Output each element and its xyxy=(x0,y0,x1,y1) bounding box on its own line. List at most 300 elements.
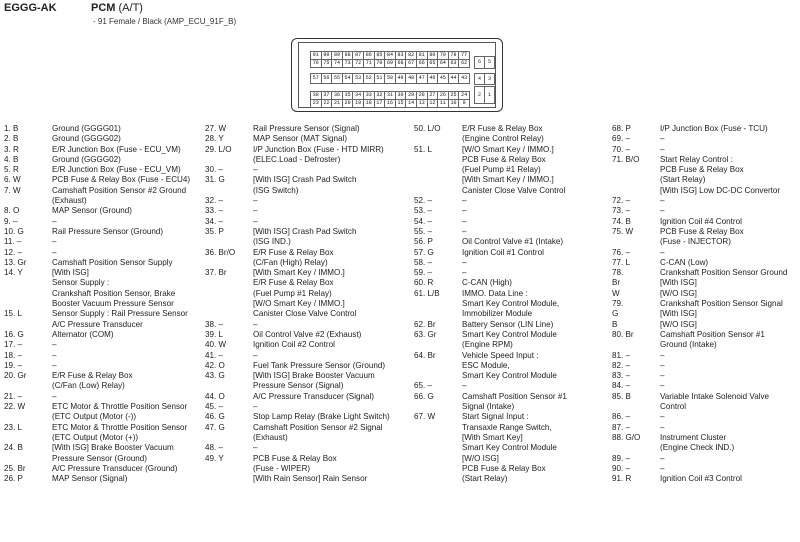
connector-pin: 27 xyxy=(427,91,439,100)
pin-row xyxy=(414,124,614,134)
pin-number: 6. W xyxy=(4,175,21,185)
pin-description: – xyxy=(52,237,57,247)
pin-description: [With ISG] xyxy=(52,268,89,278)
pin-description: MAP Sensor (Signal) xyxy=(52,474,128,484)
pin-number: 33. – xyxy=(205,206,224,216)
pin-row xyxy=(205,443,405,453)
pin-row xyxy=(612,361,800,371)
connector-pin: 26 xyxy=(437,91,449,100)
pin-description: E/R Fuse & Relay Box xyxy=(52,371,133,381)
pin-description: A/C Pressure Transducer (Signal) xyxy=(253,391,375,401)
pin-description: – xyxy=(253,350,258,360)
pin-row xyxy=(4,330,204,340)
pin-description: – xyxy=(660,360,665,370)
pin-row-c xyxy=(311,91,470,107)
pin-row xyxy=(612,392,800,402)
pin-description: ESC Module, xyxy=(462,360,510,370)
pin-row xyxy=(612,423,800,433)
pin-description: – xyxy=(462,196,467,206)
connector-pin: 67 xyxy=(405,59,417,68)
pin-description: – xyxy=(253,216,258,226)
pin-description: – xyxy=(660,134,665,144)
pin-description: [With ISG] Brake Booster Vacuum xyxy=(52,443,174,453)
pin-description: – xyxy=(660,463,665,473)
pin-row xyxy=(205,474,405,484)
pin-row xyxy=(4,402,204,412)
pin-row xyxy=(205,402,405,412)
connector-pin: 22 xyxy=(321,99,333,108)
pin-row xyxy=(612,330,800,340)
pin-description: Crankshaft Position Sensor, Brake xyxy=(52,288,176,298)
pin-row xyxy=(414,433,614,443)
pin-number xyxy=(414,371,462,381)
pin-description: [With Rain Sensor] Rain Sensor xyxy=(253,474,368,484)
pin-row xyxy=(612,351,800,361)
pin-description: Sensor Supply : Rail Pressure Sensor xyxy=(52,309,188,319)
pin-number xyxy=(205,278,253,288)
pin-number: 45. – xyxy=(205,402,224,412)
pin-description: Camshaft Position Sensor #1 xyxy=(660,329,765,339)
pin-row xyxy=(205,423,405,433)
pin-number xyxy=(205,381,253,391)
pin-number: Br xyxy=(612,278,621,288)
pin-number: 74. B xyxy=(612,216,631,226)
pin-row xyxy=(4,320,204,330)
pin-number: 19. – xyxy=(4,360,23,370)
pin-number xyxy=(4,381,52,391)
connector-pin: 37 xyxy=(321,91,333,100)
pin-number xyxy=(612,340,660,350)
pin-row xyxy=(612,258,800,268)
pin-number: 51. L xyxy=(414,144,433,154)
pin-row xyxy=(4,268,204,278)
pin-description: ETC Motor & Throttle Position Sensor xyxy=(52,422,188,432)
pin-description: C-CAN (High) xyxy=(462,278,512,288)
connector-pin: 83 xyxy=(395,51,407,60)
pin-number xyxy=(414,423,462,433)
pin-number: 23. L xyxy=(4,422,23,432)
connector-pin: 33 xyxy=(363,91,375,100)
connector-subtitle: - 91 Female / Black (AMP_ECU_91F_B) xyxy=(93,17,237,26)
pin-number: 36. Br/O xyxy=(205,247,236,257)
pin-number: 61. L/B xyxy=(414,288,440,298)
connector-diagram xyxy=(291,38,503,112)
pin-number xyxy=(4,196,52,206)
pin-description: Ground (GGGG02) xyxy=(52,134,121,144)
pin-number: 7. W xyxy=(4,185,21,195)
pin-row xyxy=(4,134,204,144)
pin-row xyxy=(205,278,405,288)
connector-pin: 65 xyxy=(427,59,439,68)
pin-number: 78. xyxy=(612,268,624,278)
pin-number xyxy=(4,433,52,443)
pin-row xyxy=(414,330,614,340)
pin-number: 77. L xyxy=(612,257,631,267)
pin-number xyxy=(205,299,253,309)
pin-row xyxy=(612,299,800,309)
pin-number: 9. – xyxy=(4,216,18,226)
pin-row xyxy=(4,474,204,484)
pin-number: 32. – xyxy=(205,196,224,206)
pin-description: – xyxy=(52,340,57,350)
connector-pin: 49 xyxy=(395,73,407,84)
pin-description: Fuel Tank Pressure Sensor (Ground) xyxy=(253,360,386,370)
pin-row xyxy=(612,248,800,258)
pin-number: 86. – xyxy=(612,412,631,422)
connector-pin: 71 xyxy=(363,59,375,68)
connector-pin: 73 xyxy=(342,59,354,68)
pin-number: 37. Br xyxy=(205,268,227,278)
pin-description: E/R Fuse & Relay Box xyxy=(462,124,543,133)
pin-row-a xyxy=(311,51,470,67)
pin-number: 27. W xyxy=(205,124,227,133)
pin-number: 18. – xyxy=(4,350,23,360)
connector-pin: 53 xyxy=(352,73,364,84)
pin-row xyxy=(4,155,204,165)
pin-row xyxy=(205,381,405,391)
pin-description: Canister Close Valve Control xyxy=(462,185,566,195)
pin-number: 25. Br xyxy=(4,463,26,473)
pin-row xyxy=(414,175,614,185)
pin-description: [With ISG] xyxy=(660,278,697,288)
pin-description: PCB Fuse & Relay Box xyxy=(462,463,546,473)
pin-number xyxy=(612,443,660,453)
pin-description: – xyxy=(462,268,467,278)
pin-row xyxy=(4,340,204,350)
pin-description: – xyxy=(462,206,467,216)
pin-number: 72. – xyxy=(612,196,631,206)
pin-description: [W/O Smart Key / IMMO.] xyxy=(462,144,554,154)
pin-row xyxy=(205,258,405,268)
pin-description: – xyxy=(660,412,665,422)
pin-row xyxy=(612,124,800,134)
pin-row xyxy=(4,351,204,361)
pin-number xyxy=(414,299,462,309)
pin-description: [With Smart Key / IMMO.] xyxy=(462,175,554,185)
pin-row xyxy=(205,175,405,185)
pin-number: 88. G/O xyxy=(612,432,641,442)
page-title xyxy=(91,2,143,14)
pin-row xyxy=(612,268,800,278)
pin-number xyxy=(414,361,462,371)
connector-pin: 11 xyxy=(437,99,449,108)
pin-row xyxy=(4,381,204,391)
pin-number: 59. – xyxy=(414,268,433,278)
pin-row xyxy=(414,248,614,258)
connector-pin: 86 xyxy=(363,51,375,60)
pin-number: 17. – xyxy=(4,340,23,350)
connector-pin: 91 xyxy=(310,51,322,60)
pin-description: Ground (GGGG02) xyxy=(52,154,121,164)
connector-pin: 56 xyxy=(321,73,333,84)
pin-description: Vehicle Speed Input : xyxy=(462,350,539,360)
pin-description: Sensor Supply : xyxy=(52,278,110,288)
pin-row xyxy=(612,217,800,227)
pin-row xyxy=(4,217,204,227)
pin-row xyxy=(612,454,800,464)
pin-description: (Engine Check IND.) xyxy=(660,443,735,453)
connector-pin: 16 xyxy=(384,99,396,108)
pin-number xyxy=(414,165,462,175)
pin-row xyxy=(4,186,204,196)
pin-description: – xyxy=(253,206,258,216)
pin-row xyxy=(4,165,204,175)
pin-description: Camshaft Position Sensor #2 Ground xyxy=(52,185,187,195)
pin-row xyxy=(612,443,800,453)
connector-pin: 75 xyxy=(321,59,333,68)
pin-description: Instrument Cluster xyxy=(660,432,727,442)
pin-description: Start Relay Control : xyxy=(660,154,733,164)
pin-description: Ignition Coil #2 Control xyxy=(253,340,335,350)
pin-number: 21. – xyxy=(4,391,23,401)
connector-pin: 17 xyxy=(374,99,386,108)
connector-pin: 38 xyxy=(310,91,322,100)
pin-description: – xyxy=(660,350,665,360)
pin-row xyxy=(205,186,405,196)
connector-pin: 47 xyxy=(416,73,428,84)
pin-description: – xyxy=(253,319,258,329)
pin-description: IMMO. Data Line : xyxy=(462,288,528,298)
connector-pin: 2 xyxy=(474,86,485,104)
pin-row xyxy=(4,227,204,237)
pin-number: 81. – xyxy=(612,350,631,360)
pin-number: 83. – xyxy=(612,371,631,381)
pin-row xyxy=(4,412,204,422)
pin-number: 11. – xyxy=(4,237,22,247)
pin-description: Ignition Coil #1 Control xyxy=(462,247,544,257)
pin-number: 4. B xyxy=(4,154,19,164)
connector-body xyxy=(298,42,496,108)
connector-pin: 31 xyxy=(384,91,396,100)
pin-row xyxy=(205,361,405,371)
pin-description: – xyxy=(253,402,258,412)
pin-description: I/P Junction Box (Fuse - TCU) xyxy=(660,124,768,133)
pin-row xyxy=(4,145,204,155)
pin-number: W xyxy=(612,288,620,298)
connector-pin: 78 xyxy=(448,51,460,60)
pin-row xyxy=(612,165,800,175)
pin-description: – xyxy=(660,196,665,206)
pin-row-b xyxy=(311,73,470,83)
pin-number: 76. – xyxy=(612,247,631,257)
connector-pin: 88 xyxy=(342,51,354,60)
pin-row xyxy=(205,299,405,309)
pin-row xyxy=(205,464,405,474)
pin-row xyxy=(414,340,614,350)
pin-description: Camshaft Position Sensor Supply xyxy=(52,257,173,267)
title-mode: (A/T) xyxy=(118,2,143,14)
pin-description: – xyxy=(660,371,665,381)
pin-row xyxy=(414,464,614,474)
pin-description: (ELEC.Load - Defroster) xyxy=(253,154,341,164)
pin-description: Variable Intake Solenoid Valve xyxy=(660,391,770,401)
pin-row xyxy=(205,196,405,206)
connector-pin: 21 xyxy=(331,99,343,108)
connector-pin: 12 xyxy=(427,99,439,108)
connector-pin: 80 xyxy=(427,51,439,60)
pin-row xyxy=(4,454,204,464)
pin-number: 40. W xyxy=(205,340,227,350)
pin-number: 38. – xyxy=(205,319,224,329)
pin-description: ETC Motor & Throttle Position Sensor xyxy=(52,402,188,412)
connector-pin: 25 xyxy=(448,91,460,100)
pin-row xyxy=(612,340,800,350)
pin-description: – xyxy=(660,453,665,463)
pin-description: – xyxy=(660,381,665,391)
connector-pin: 5 xyxy=(484,56,495,69)
pin-row xyxy=(414,309,614,319)
pin-description: – xyxy=(660,247,665,257)
pin-block-side-2 xyxy=(475,73,495,84)
pin-description: Oil Control Valve #1 (Intake) xyxy=(462,237,564,247)
pin-row xyxy=(414,186,614,196)
pin-description: E/R Junction Box (Fuse - ECU_VM) xyxy=(52,144,181,154)
pin-description: – xyxy=(253,165,258,175)
pin-description: (C/Fan (High) Relay) xyxy=(253,257,328,267)
pin-row xyxy=(414,196,614,206)
pin-description: Pressure Sensor (Ground) xyxy=(52,453,147,463)
connector-pin: 24 xyxy=(458,91,470,100)
pin-number: 52. – xyxy=(414,196,433,206)
pin-row xyxy=(4,175,204,185)
pin-number xyxy=(612,402,660,412)
pin-row xyxy=(414,412,614,422)
pin-block-side-3 xyxy=(475,86,495,103)
connector-pin: 36 xyxy=(331,91,343,100)
pin-number: 62. Br xyxy=(414,319,436,329)
pin-description: – xyxy=(52,216,57,226)
pin-description: Ignition Coil #3 Control xyxy=(660,474,742,484)
pin-row xyxy=(612,381,800,391)
pin-description: Immobilizer Module xyxy=(462,309,533,319)
connector-pin: 30 xyxy=(395,91,407,100)
pin-description: Smart Key Control Module, xyxy=(462,299,560,309)
pin-number: 12. – xyxy=(4,247,23,257)
pin-description: [W/O ISG] xyxy=(462,453,499,463)
pin-number: 13. Gr xyxy=(4,257,27,267)
pin-number: 39. L xyxy=(205,329,224,339)
connector-pin: 34 xyxy=(352,91,364,100)
pin-number: 46. G xyxy=(205,412,225,422)
connector-pin: 87 xyxy=(352,51,364,60)
pin-description: Alternator (COM) xyxy=(52,329,114,339)
pin-row xyxy=(414,278,614,288)
connector-pin: 69 xyxy=(384,59,396,68)
connector-pin: 35 xyxy=(342,91,354,100)
pin-row xyxy=(414,227,614,237)
pin-description: [With ISG] Crash Pad Switch xyxy=(253,226,357,236)
pin-row xyxy=(205,392,405,402)
pin-description: Ignition Coil #4 Control xyxy=(660,216,742,226)
pin-description: C-CAN (Low) xyxy=(660,257,709,267)
pin-number: 84. – xyxy=(612,381,631,391)
pin-row xyxy=(414,402,614,412)
pin-description: – xyxy=(462,257,467,267)
pin-description: [With Smart Key / IMMO.] xyxy=(253,268,345,278)
pin-column-4 xyxy=(612,124,800,484)
pin-number: 55. – xyxy=(414,226,433,236)
pin-row xyxy=(414,299,614,309)
pin-block-side-1 xyxy=(475,56,495,68)
pin-row xyxy=(414,423,614,433)
connector-pin: 45 xyxy=(437,73,449,84)
connector-pin: 77 xyxy=(458,51,470,60)
pin-number: 75. W xyxy=(612,226,634,236)
pin-row xyxy=(414,206,614,216)
pin-description: PCB Fuse & Relay Box xyxy=(660,165,744,175)
pin-description: – xyxy=(52,350,57,360)
title-text: PCM xyxy=(91,2,116,14)
pin-description: – xyxy=(462,381,467,391)
connector-pin: 90 xyxy=(321,51,333,60)
pin-number: 70. – xyxy=(612,144,631,154)
diagram-code: EGGG-AK xyxy=(4,2,57,14)
connector-pin: 48 xyxy=(405,73,417,84)
connector-pin: 51 xyxy=(374,73,386,84)
pin-number: 47. G xyxy=(205,422,225,432)
pin-number xyxy=(414,340,462,350)
pin-row xyxy=(4,371,204,381)
pin-number: 89. – xyxy=(612,453,631,463)
pin-row xyxy=(612,289,800,299)
connector-pin: 70 xyxy=(374,59,386,68)
pin-number: 80. Br xyxy=(612,329,634,339)
pin-number: 35. P xyxy=(205,226,224,236)
connector-pin: 13 xyxy=(416,99,428,108)
connector-pin: 54 xyxy=(342,73,354,84)
pin-description: (Engine RPM) xyxy=(462,340,513,350)
connector-pin: 9 xyxy=(458,99,470,108)
pin-description: I/P Junction Box (Fuse - HTD MIRR) xyxy=(253,144,384,154)
pin-row xyxy=(205,155,405,165)
pin-number: 5. R xyxy=(4,165,19,175)
pin-row xyxy=(612,309,800,319)
pin-number: 31. G xyxy=(205,175,225,185)
pin-row xyxy=(414,155,614,165)
pin-row xyxy=(4,248,204,258)
pin-description: PCB Fuse & Relay Box xyxy=(660,226,744,236)
pin-description: (ISG IND.) xyxy=(253,237,291,247)
pin-description: PCB Fuse & Relay Box xyxy=(462,154,546,164)
pin-number: 69. – xyxy=(612,134,631,144)
pin-row xyxy=(205,330,405,340)
pin-number xyxy=(205,474,253,484)
connector-pin: 28 xyxy=(416,91,428,100)
pin-row xyxy=(205,340,405,350)
pin-description: Crankshaft Position Sensor Signal xyxy=(660,299,783,309)
pin-description: E/R Junction Box (Fuse - ECU_VM) xyxy=(52,165,181,175)
pin-number: 2. B xyxy=(4,134,19,144)
pin-number: 50. L/O xyxy=(414,124,441,133)
pin-row xyxy=(612,402,800,412)
pin-description: (Engine Control Relay) xyxy=(462,134,544,144)
pin-description: [With ISG] Crash Pad Switch xyxy=(253,175,357,185)
connector-pin: 79 xyxy=(437,51,449,60)
pin-number: 43. G xyxy=(205,371,225,381)
pin-description: (Exhaust) xyxy=(52,196,87,206)
pin-description: [W/O Smart Key / IMMO.] xyxy=(253,299,345,309)
connector-pin: 43 xyxy=(458,73,470,84)
pin-row xyxy=(612,227,800,237)
pin-row xyxy=(205,206,405,216)
connector-pin: 14 xyxy=(405,99,417,108)
pin-column-3 xyxy=(414,124,614,484)
pin-row xyxy=(205,320,405,330)
connector-pin: 89 xyxy=(331,51,343,60)
pin-number: 71. B/O xyxy=(612,154,640,164)
pin-row xyxy=(612,237,800,247)
pin-description: Camshaft Position Sensor #2 Signal xyxy=(253,422,383,432)
